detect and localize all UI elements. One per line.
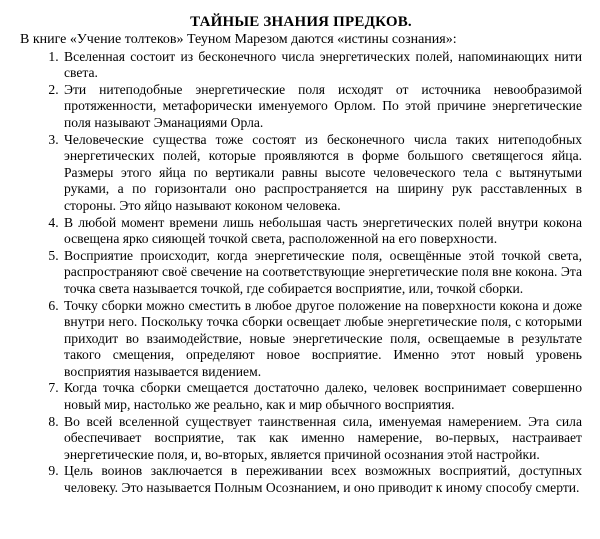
document-title: ТАЙНЫЕ ЗНАНИЯ ПРЕДКОВ. (190, 14, 412, 30)
list-item: 7. Когда точка сборки смещается достаточно далеко, человек воспринимает совершенно новый мир, настолько же реально, как и мир обычного восприятия. (62, 380, 582, 413)
list-item: 9. Цель воинов заключается в переживании всех возможных восприятий, доступных человеку. Это называется Полным Осознанием, и оно приводит к иному способу смерти. (62, 463, 582, 496)
list-item: 4. В любой момент времени лишь небольшая часть энергетических полей внутри кокона освещена ярко сияющей точкой света, расположенной на его поверхности. (62, 215, 582, 248)
truths-list (20, 49, 582, 497)
intro-paragraph: В книге «Учение толтеков» Теуном Марезом даются «истины сознания»: (20, 32, 457, 47)
list-item: 3. Человеческие существа тоже состоят из бесконечного числа таких нитеподобных энергетических полей, которые проявляются в форме большого светящегося яйца. Размеры этого яйца по вертикали равны высоте человеческого тела с вытянутыми руками, а по горизонтали оно распространяется на ширину рук расставленных в стороны. Это яйцо называют коконом человека. (62, 132, 582, 215)
list-item: 5. Восприятие происходит, когда энергетические поля, освещённые этой точкой света, распространяют своё свечение на соответствующие энергетические поля вне кокона. Эта точка света называется точкой, где собирается восприятие, или, точкой сборки. (62, 248, 582, 298)
list-item: 1. Вселенная состоит из бесконечного числа энергетических полей, напоминающих нити света. (62, 49, 582, 82)
list-item: 6. Точку сборки можно сместить в любое другое положение на поверхности кокона и доже внутри него. Поскольку точка сборки освещает любые энергетические поля, с которыми приходит во взаимодействие, новые энергетические поля, освещаемые в результате такого смещения, определяют новое восприятие. Именно этот новый уровень восприятия называется видением. (62, 298, 582, 381)
list-item: 2. Эти нитеподобные энергетические поля исходят от источника невообразимой протяженности, метафорически именуемого Орлом. По этой причине энергетические поля называют Эманациями Орла. (62, 82, 582, 132)
list-item: 8. Во всей вселенной существует таинственная сила, именуемая намерением. Эта сила обеспечивает восприятие, так как именно намерение, во-первых, настраивает энергетические поля, и, во-вторых, является причиной осознания этой настройки. (62, 414, 582, 464)
